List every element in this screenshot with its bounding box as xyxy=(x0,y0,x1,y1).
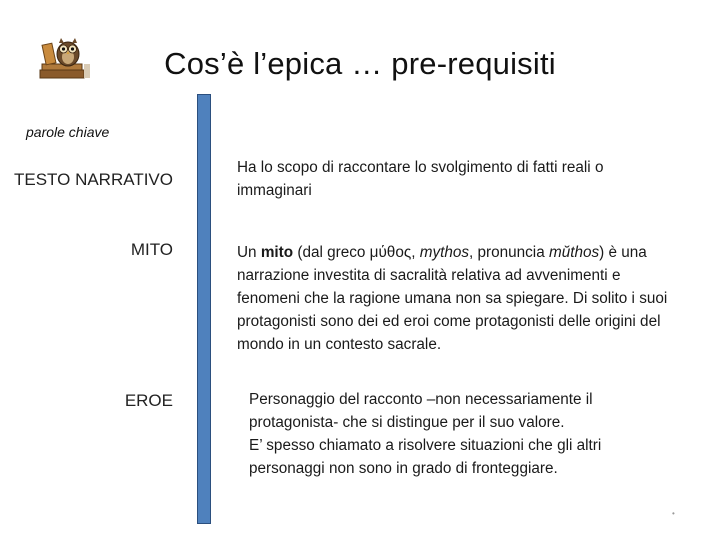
definition-text: (dal greco μύθος, xyxy=(293,244,420,261)
term-mito: MITO xyxy=(130,240,173,259)
definition-mito xyxy=(237,241,682,356)
page-marker: • xyxy=(672,509,675,518)
keywords-subtitle: parole chiave xyxy=(26,124,110,140)
definition-eroe xyxy=(249,388,679,480)
definition-text: ) è una narrazione investita di sacralità relativa ad avvenimenti e fenomeni che la ragione umana non sa spiegare. Di solito i suoi protagonisti sono dei ed eroi come protagonisti delle origini del mondo in un contesto sacrale. xyxy=(237,244,668,353)
definition-text: Un xyxy=(237,244,261,261)
definition-line: Personaggio del racconto –non necessariamente il protagonista- che si distingue per il suo valore. xyxy=(249,391,593,431)
slide-title: Cos’è l’epica … pre-requisiti xyxy=(164,46,556,81)
bold-mito: mito xyxy=(260,244,294,261)
term-eroe: EROE xyxy=(124,391,173,410)
definition-line: E’ spesso chiamato a risolvere situazioni che gli altri personaggi non sono in grado di fronteggiare. xyxy=(249,437,602,477)
definition-testo-narrativo: Ha lo scopo di raccontare lo svolgimento di fatti reali o immaginari xyxy=(237,159,604,199)
italic-muthos: mŭthos xyxy=(548,244,600,261)
term-testo-narrativo: TESTO NARRATIVO xyxy=(13,170,173,189)
vertical-divider xyxy=(197,94,211,524)
definition-text: , pronuncia xyxy=(469,244,549,261)
owl-books-icon xyxy=(38,34,92,82)
italic-mythos: mythos xyxy=(419,244,470,261)
